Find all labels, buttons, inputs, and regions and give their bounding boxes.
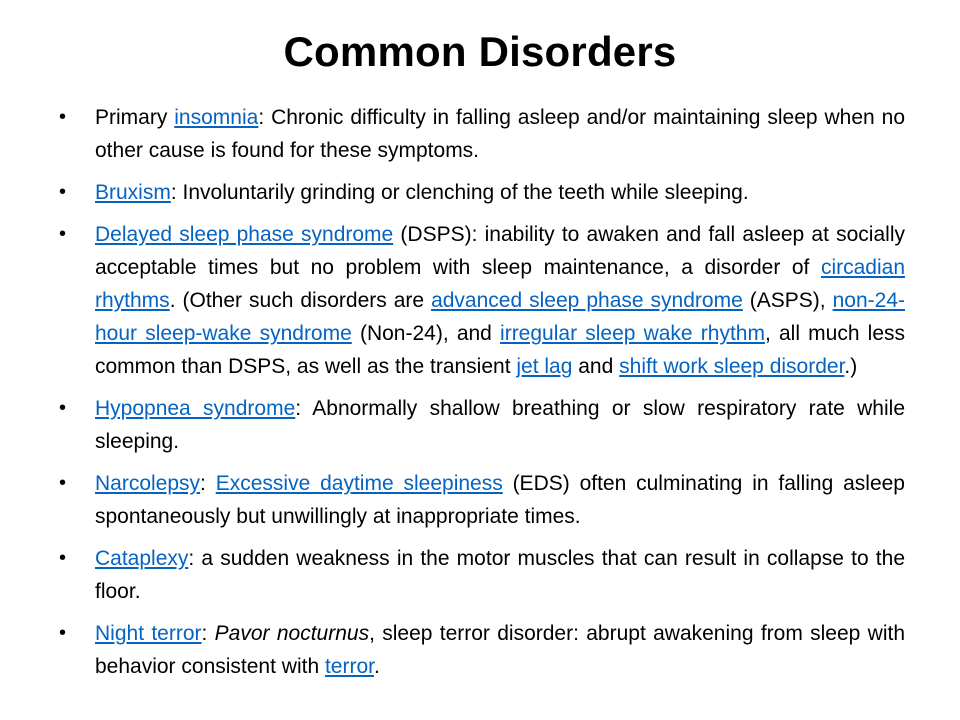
bullet-item [57, 467, 905, 533]
bullet-icon: • [59, 223, 67, 245]
bullet-text: Primary [95, 106, 175, 129]
bullet-item [57, 101, 905, 167]
bullet-text: : [200, 472, 216, 495]
slide-title: Common Disorders [283, 28, 677, 75]
italic-term: Pavor nocturnus [214, 622, 370, 645]
link-bruxism[interactable]: Bruxism [95, 181, 171, 204]
link-circadian-rhythms[interactable]: circadian rhythms [95, 256, 905, 312]
bullet-icon: • [59, 622, 67, 644]
link-night-terror[interactable]: Night terror [95, 622, 202, 645]
bullet-icon: • [59, 397, 67, 419]
bullet-text: (ASPS), [742, 289, 833, 312]
bullet-text: .) [844, 355, 858, 378]
bullet-item [57, 176, 905, 209]
bullet-icon: • [59, 547, 67, 569]
link-delayed-sleep-phase-syndrome[interactable]: Delayed sleep phase syndrome [95, 223, 394, 246]
bullet-text: and [572, 355, 620, 378]
link-non-24-hour-sleep-wake-syndrome[interactable]: non-24-hour sleep-wake syndrome [95, 289, 905, 345]
link-shift-work-sleep-disorder[interactable]: shift work sleep disorder [619, 355, 845, 378]
link-advanced-sleep-phase-syndrome[interactable]: advanced sleep phase syndrome [431, 289, 743, 312]
bullet-item [57, 617, 905, 683]
bullet-text: (DSPS): inability to awaken and fall asleep at socially acceptable times but no problem with sleep maintenance, a disorder of [95, 223, 905, 279]
link-hypopnea-syndrome[interactable]: Hypopnea syndrome [95, 397, 296, 420]
bullet-text: : [201, 622, 215, 645]
bullet-icon: • [59, 106, 67, 128]
bullet-item [57, 392, 905, 458]
bullet-text: : Abnormally shallow breathing or slow respiratory rate while sleeping. [95, 397, 906, 453]
bullet-text: : Involuntarily grinding or clenching of the teeth while sleeping. [170, 181, 749, 204]
link-cataplexy[interactable]: Cataplexy [95, 547, 189, 570]
bullet-icon: • [59, 472, 67, 494]
bullet-item [57, 542, 905, 608]
bullet-text: . (Other such disorders are [169, 289, 432, 312]
bullet-text: (Non-24), and [351, 322, 501, 345]
bullet-text: . [373, 655, 380, 678]
bullet-text: , all much less common than DSPS, as well as the transient [95, 322, 906, 378]
link-terror[interactable]: terror [324, 655, 374, 678]
bullet-icon: • [59, 181, 67, 203]
link-jet-lag[interactable]: jet lag [516, 355, 573, 378]
bullet-text: : Chronic difficulty in falling asleep and/or maintaining sleep when no other cause is found for these symptoms. [95, 106, 906, 162]
bullet-list [57, 101, 905, 692]
link-excessive-daytime-sleepiness[interactable]: Excessive daytime sleepiness [215, 472, 503, 495]
bullet-text: (EDS) often culminating in falling asleep spontaneously but unwillingly at inappropriate times. [95, 472, 905, 528]
link-insomnia[interactable]: insomnia [174, 106, 259, 129]
bullet-text: , sleep terror disorder: abrupt awakening from sleep with behavior consistent with [95, 622, 906, 678]
link-narcolepsy[interactable]: Narcolepsy [95, 472, 201, 495]
bullet-text: : a sudden weakness in the motor muscles that can result in collapse to the floor. [95, 547, 905, 603]
link-irregular-sleep-wake-rhythm[interactable]: irregular sleep wake rhythm [500, 322, 765, 345]
bullet-item [57, 218, 905, 383]
